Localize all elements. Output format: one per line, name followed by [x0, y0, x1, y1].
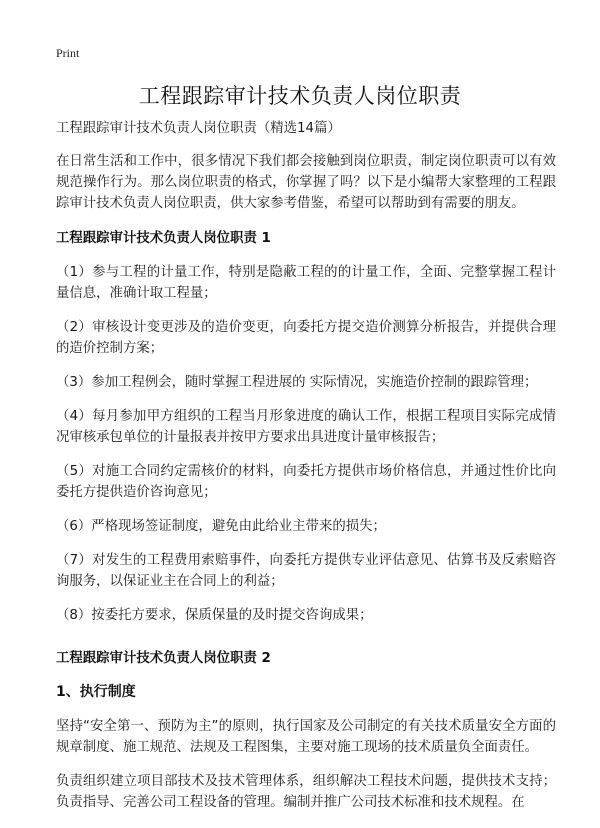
section-1-item-8: （8）按委托方要求，保质保量的及时提交咨询成果； [56, 608, 373, 623]
intro-paragraph: 在日常生活和工作中，很多情况下我们都会接触到岗位职责，制定岗位职责可以有效规范操作行为。那么岗位职责的格式，你掌握了吗？以下是小编帮大家整理的工程跟踪审计技术负责人岗位职责，供大家参考借鉴，希望可以帮助到有需要的朋友。 [56, 154, 556, 211]
document-body [56, 118, 556, 826]
section-1-item-1: （1）参与工程的计量工作，特别是隐蔽工程的的计量工作，全面、完整掌握工程计量信息，准确计取工程量； [56, 265, 556, 301]
section-2-subheading: 1、执行制度 [56, 684, 136, 700]
section-2-paragraph-2: 负责组织建立项目部技术及技术管理体系，组织解决工程技术问题，提供技术支持；负责指导、完善公司工程设备的管理。编制并推广公司技术标准和技术规程。在 [56, 774, 556, 810]
section-1-item-5: （5）对施工合同约定需核价的材料，向委托方提供市场价格信息，并通过性价比向委托方提供造价咨询意见； [56, 464, 556, 500]
section-1-heading: 工程跟踪审计技术负责人岗位职责 1 [56, 231, 271, 246]
section-1-item-2: （2）审核设计变更涉及的造价变更，向委托方提交造价测算分析报告，并提供合理的造价控制方案； [56, 320, 556, 356]
page-title: 工程跟踪审计技术负责人岗位职责 [138, 84, 462, 108]
section-1-item-7: （7）对发生的工程费用索赔事件，向委托方提供专业评估意见、估算书及反索赔咨询服务，以保证业主在合同上的利益； [56, 553, 556, 589]
section-2-paragraph-1: 坚持“安全第一、预防为主”的原则，执行国家及公司制定的有关技术质量安全方面的规章制度、施工规范、法规及工程图集，主要对施工现场的技术质量负全面责任。 [56, 719, 556, 755]
print-link[interactable]: Print [56, 46, 80, 60]
document-subtitle: 工程跟踪审计技术负责人岗位职责（精选14篇） [56, 121, 341, 136]
section-2-heading: 工程跟踪审计技术负责人岗位职责 2 [56, 651, 271, 666]
section-1-item-3: （3）参加工程例会，随时掌握工程进展的 实际情况，实施造价控制的跟踪管理； [56, 375, 538, 390]
section-1-item-4: （4）每月参加甲方组织的工程当月形象进度的确认工作，根据工程项目实际完成情况审核承包单位的计量报表并按甲方要求出具进度计量审核报告； [56, 409, 556, 445]
section-1-item-6: （6）严格现场签证制度，避免由此给业主带来的损失； [56, 519, 386, 534]
